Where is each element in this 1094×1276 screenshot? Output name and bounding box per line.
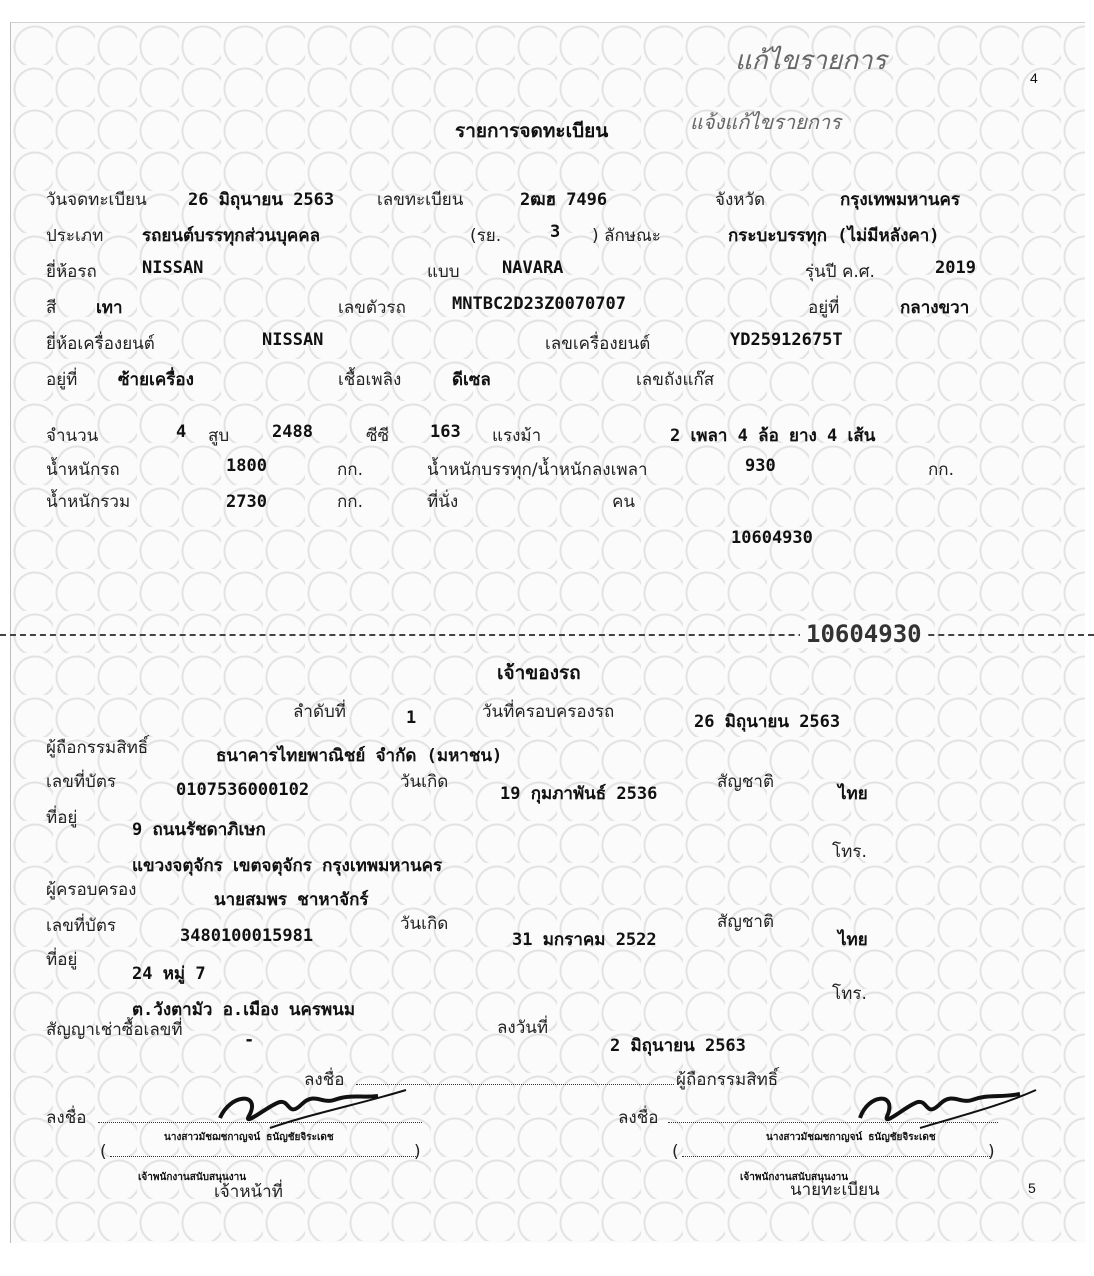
model-year: 2019 (935, 258, 976, 278)
cylinder-label: สูบ (208, 426, 230, 446)
vehicle-type: รถยนต์บรรทุกส่วนบุคคล (142, 226, 321, 246)
holder-name: ธนาคารไทยพาณิชย์ จำกัด (มหาชน) (216, 746, 503, 766)
possession-date: 26 มิถุนายน 2563 (694, 712, 841, 732)
count-label: จำนวน (46, 426, 99, 446)
right-signature-mark (850, 1076, 1050, 1136)
left-signature-mark (210, 1074, 430, 1134)
holder-birth-label: วันเกิด (400, 772, 449, 792)
section-divider (0, 634, 1094, 636)
struck-serial: 10604930 (800, 620, 928, 648)
left-stamp-name: นางสาวมัชฌชกาญจน์ ธนัญชัยจิระเดช (164, 1132, 334, 1143)
type-code-close: ) ลักษณะ (592, 226, 661, 246)
seats-label: ที่นั่ง (427, 492, 459, 512)
left-sign-label: ลงชื่อ (46, 1108, 87, 1128)
lease-label: สัญญาเช่าซื้อเลขที่ (46, 1020, 183, 1040)
page-number-bottom: 5 (1028, 1180, 1036, 1196)
possessor-nationality: ไทย (838, 930, 868, 950)
right-sign-label: ลงชื่อ (618, 1108, 659, 1128)
cylinders: 4 (176, 422, 187, 442)
weight: 1800 (226, 456, 267, 476)
holder-sign-prefix: ลงชื่อ (304, 1070, 345, 1090)
possessor-id: 3480100015981 (180, 926, 314, 946)
document-serial: 10604930 (731, 528, 813, 548)
lease-number: - (244, 1030, 255, 1050)
possessor-birth: 31 มกราคม 2522 (512, 930, 657, 950)
type-label: ประเภท (46, 226, 104, 246)
right-bracket-close: ) (988, 1142, 995, 1162)
right-name-line (682, 1156, 990, 1157)
right-stamp-position: เจ้าพนักงานสนับสนุนงาน (740, 1172, 849, 1183)
gross-weight-unit: กก. (337, 492, 363, 512)
sequence-label: ลำดับที่ (293, 702, 347, 722)
lease-date-label: ลงวันที่ (497, 1018, 549, 1038)
handwritten-note-top: แก้ไขรายการ (735, 46, 887, 76)
vin-location: กลางขวา (900, 298, 970, 318)
holder-id: 0107536000102 (176, 780, 310, 800)
possessor-address-label: ที่อยู่ (46, 950, 78, 970)
holder-id-label: เลขที่บัตร (46, 772, 117, 792)
color: เทา (96, 298, 123, 318)
sequence: 1 (406, 708, 417, 728)
engine-brand-label: ยี่ห้อเครื่องยนต์ (46, 334, 155, 354)
weight-unit: กก. (337, 460, 363, 480)
handwritten-note-title: แจ้งแก้ไขรายการ (690, 110, 841, 134)
possessor-tel-label: โทร. (832, 984, 867, 1004)
possessor-nationality-label: สัญชาติ (717, 912, 774, 932)
cc-label: ซีซี (366, 426, 390, 446)
color-label: สี (46, 298, 57, 318)
possessor-name: นายสมพร ชาหาจักร์ (214, 890, 369, 910)
horsepower-label: แรงม้า (492, 426, 542, 446)
possessor-id-label: เลขที่บัตร (46, 916, 117, 936)
province-label: จังหวัด (715, 190, 766, 210)
vin-label: เลขตัวรถ (338, 298, 406, 318)
plate-label: เลขทะเบียน (377, 190, 464, 210)
fuel-label: เชื้อเพลิง (338, 370, 402, 390)
fuel: ดีเซล (452, 370, 491, 390)
holder-address-line1: 9 ถนนรัชดาภิเษก (132, 820, 266, 840)
holder-address-label: ที่อยู่ (46, 808, 78, 828)
payload-label: น้ำหนักบรรทุก/น้ำหนักลงเพลา (427, 460, 648, 480)
right-bracket-open: ( (672, 1142, 679, 1162)
right-stamp-name: นางสาวมัชฌชกาญจน์ ธนัญชัยจิระเดช (766, 1132, 936, 1143)
left-sign-role: เจ้าหน้าที่ (214, 1182, 283, 1202)
gross-weight-label: น้ำหนักรวม (46, 492, 131, 512)
gas-tank-label: เลขถังแก๊ส (636, 370, 715, 390)
possessor-birth-label: วันเกิด (400, 914, 449, 934)
horsepower: 163 (430, 422, 461, 442)
axles-wheels: 2 เพลา 4 ล้อ ยาง 4 เส้น (670, 426, 876, 446)
year-label: รุ่นปี ค.ศ. (805, 262, 875, 282)
owner-section-title: เจ้าของรถ (497, 662, 581, 684)
possessor-address-line1: 24 หมู่ 7 (132, 964, 206, 984)
lease-date: 2 มิถุนายน 2563 (610, 1036, 746, 1056)
model-label: แบบ (427, 262, 460, 282)
payload: 930 (745, 456, 776, 476)
type-code: 3 (550, 222, 561, 242)
holder-address-line2: แขวงจตุจักร เขตจตุจักร กรุงเทพมหานคร (132, 856, 443, 876)
engine-cc: 2488 (272, 422, 313, 442)
holder-nationality-label: สัญชาติ (717, 772, 774, 792)
province: กรุงเทพมหานคร (840, 190, 961, 210)
registration-title: รายการจดทะเบียน (455, 120, 609, 142)
holder-nationality: ไทย (838, 784, 868, 804)
type-code-open: (รย. (470, 226, 502, 246)
engine-brand: NISSAN (262, 330, 324, 350)
reg-date-label: วันจดทะเบียน (46, 190, 147, 210)
brand: NISSAN (142, 258, 204, 278)
gross-weight: 2730 (226, 492, 267, 512)
possessor-label: ผู้ครอบครอง (46, 880, 137, 900)
payload-unit: กก. (928, 460, 954, 480)
right-sign-role: นายทะเบียน (790, 1180, 880, 1200)
holder-tel-label: โทร. (832, 842, 867, 862)
left-bracket-close: ) (414, 1142, 421, 1162)
possessor-address-line2: ต.วังตามัว อ.เมือง นครพนม (132, 1000, 356, 1020)
body-style: กระบะบรรทุก (ไม่มีหลังคา) (728, 226, 940, 246)
plate-number: 2ฒฮ 7496 (520, 190, 608, 210)
seats-unit: คน (612, 492, 635, 512)
holder-birth: 19 กุมภาพันธ์ 2536 (500, 784, 658, 804)
left-bracket-open: ( (100, 1142, 107, 1162)
possession-date-label: วันที่ครอบครองรถ (482, 702, 615, 722)
reg-date: 26 มิถุนายน 2563 (188, 190, 335, 210)
engine-location-label: อยู่ที่ (46, 370, 78, 390)
holder-sign-suffix: ผู้ถือกรรมสิทธิ์ (676, 1070, 779, 1090)
page-number-top: 4 (1030, 70, 1038, 86)
holder-label: ผู้ถือกรรมสิทธิ์ (46, 738, 149, 758)
model: NAVARA (502, 258, 564, 278)
vin: MNTBC2D23Z0070707 (452, 294, 626, 314)
vin-location-label: อยู่ที่ (808, 298, 840, 318)
engine-number-label: เลขเครื่องยนต์ (545, 334, 651, 354)
brand-label: ยี่ห้อรถ (46, 262, 97, 282)
left-stamp-position: เจ้าพนักงานสนับสนุนงาน (138, 1172, 247, 1183)
left-name-line (110, 1156, 418, 1157)
weight-label: น้ำหนักรถ (46, 460, 120, 480)
engine-location: ซ้ายเครื่อง (118, 370, 194, 390)
engine-number: YD25912675T (730, 330, 843, 350)
